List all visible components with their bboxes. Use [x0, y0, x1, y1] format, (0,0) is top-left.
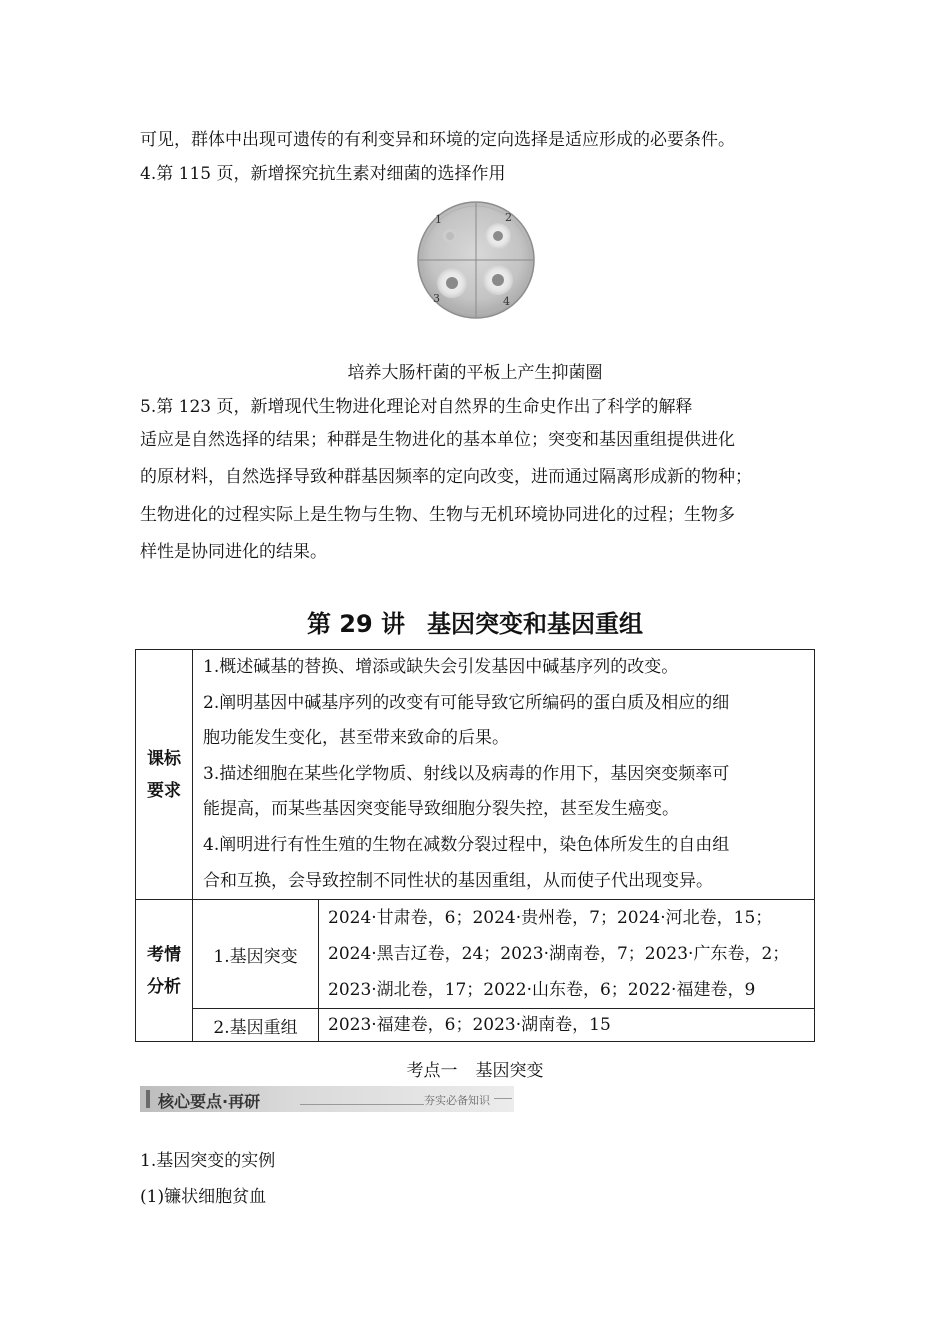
item-5-paragraph — [140, 422, 820, 571]
requirement-line: 3.描述细胞在某些化学物质、射线以及病毒的作用下，基因突变频率可 — [203, 763, 730, 784]
intro-line: 可见，群体中出现可遗传的有利变异和环境的定向选择是适应形成的必要条件。 — [140, 130, 735, 150]
section-label: 考点一 — [406, 1061, 458, 1081]
paragraph-line: 的原材料，自然选择导致种群基因频率的定向改变，进而通过隔离形成新的物种； — [140, 467, 752, 488]
paragraph-line: 样性是协同进化的结果。 — [140, 541, 327, 562]
petri-dish-image — [416, 200, 536, 320]
figure-caption: 培养大肠杆菌的平板上产生抑菌圈 — [347, 363, 603, 383]
body-heading: 1.基因突变的实例 — [140, 1151, 276, 1171]
dish-label-4: 4 — [503, 295, 510, 308]
analysis-sources — [319, 1009, 815, 1042]
paragraph-line: 生物进化的过程实际上是生物与生物、生物与无机环境协同进化的过程；生物多 — [140, 504, 735, 525]
table-row — [136, 1009, 815, 1042]
analysis-header: 考情 分析 — [136, 900, 193, 1042]
requirements-header: 课标 要求 — [136, 650, 193, 900]
banner-tag: 夯实必备知识 — [424, 1094, 490, 1107]
lecture-title — [0, 604, 950, 639]
dish-label-3: 3 — [433, 292, 440, 305]
requirement-line: 1.概述碱基的替换、增添或缺失会引发基因中碱基序列的改变。 — [203, 657, 679, 677]
requirement-line: 2.阐明基因中碱基序列的改变有可能导致它所编码的蛋白质及相应的细 — [203, 692, 730, 713]
table-row — [136, 900, 815, 1009]
petri-dish-figure — [416, 200, 536, 320]
curriculum-table — [135, 649, 815, 1042]
requirement-line: 合和互换，会导致控制不同性状的基因重组，从而使子代出现变异。 — [203, 870, 713, 891]
requirement-line: 4.阐明进行有性生殖的生物在减数分裂过程中，染色体所发生的自由组 — [203, 834, 730, 855]
source-line: 2023·福建卷，6；2023·湖南卷，15 — [328, 1015, 611, 1036]
analysis-topic: 2.基因重组 — [193, 1009, 319, 1042]
source-line: 2024·甘肃卷，6；2024·贵州卷，7；2024·河北卷，15； — [328, 908, 773, 929]
requirement-line: 能提高，而某些基因突变能导致细胞分裂失控，甚至发生癌变。 — [203, 799, 679, 820]
paragraph-line: 适应是自然选择的结果；种群是生物进化的基本单位；突变和基因重组提供进化 — [140, 430, 735, 450]
lecture-name: 基因突变和基因重组 — [427, 610, 644, 638]
banner-tail — [494, 1098, 512, 1099]
source-line: 2023·湖北卷，17；2022·山东卷，6；2022·福建卷，9 — [328, 980, 756, 1001]
section-title — [0, 1056, 950, 1081]
body-subheading: (1)镰状细胞贫血 — [140, 1187, 267, 1207]
section-name: 基因突变 — [475, 1061, 544, 1081]
banner-divider — [300, 1104, 424, 1105]
item-5-heading: 5.第 123 页，新增现代生物进化理论对自然界的生命史作出了科学的解释 — [140, 397, 693, 417]
dish-label-1: 1 — [435, 213, 442, 226]
item-4-heading: 4.第 115 页，新增探究抗生素对细菌的选择作用 — [140, 164, 506, 184]
analysis-sources — [319, 900, 815, 1009]
core-points-banner — [140, 1086, 514, 1112]
banner-bar — [146, 1090, 150, 1108]
requirement-line: 胞功能发生变化，甚至带来致命的后果。 — [203, 728, 509, 749]
lecture-number: 第 29 讲 — [306, 610, 406, 638]
source-line: 2024·黑吉辽卷，24；2023·湖南卷，7；2023·广东卷，2； — [328, 944, 790, 965]
banner-title: 核心要点·再研 — [158, 1092, 261, 1111]
dish-label-2: 2 — [505, 211, 512, 224]
table-row — [136, 650, 815, 900]
analysis-topic: 1.基因突变 — [193, 900, 319, 1009]
requirements-content — [193, 650, 815, 900]
